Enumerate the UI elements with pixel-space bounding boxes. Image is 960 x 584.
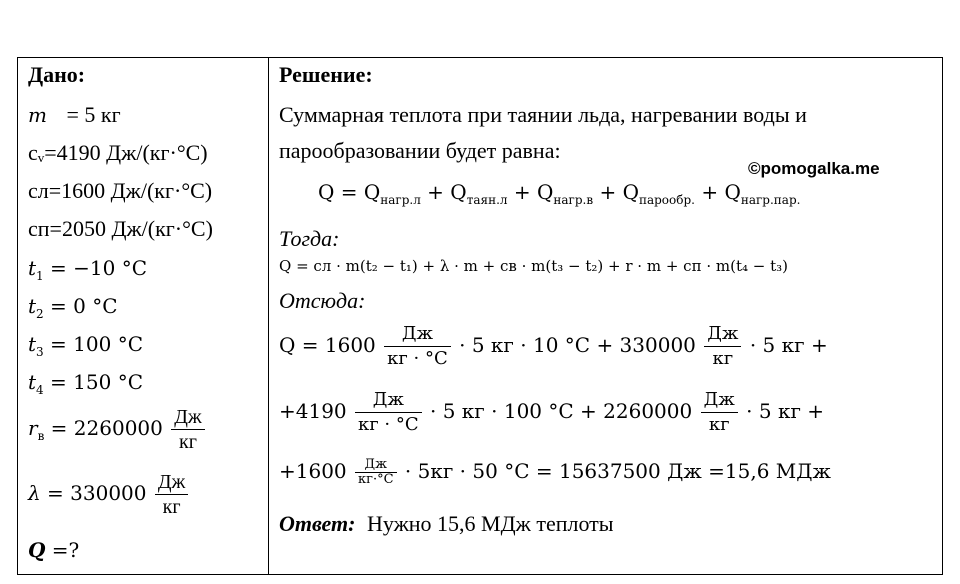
equation-total-heat: $Q = Q_{нагр.л} + Q_{таян.л} + Q_{нагр.в} + Q_{парообр.} + Q_{нагр.пар.}$ — [318, 180, 801, 207]
given-mass: m = 5 кг — [28, 102, 121, 127]
given-t2: $t_2 = 0$ °C — [28, 294, 118, 321]
answer-text: Нужно 15,6 МДж теплоты — [366, 511, 614, 536]
given-lambda: λ = 330000 $\frac{Дж}{кг}$ — [28, 470, 190, 519]
fraction: $\frac{Дж}{кг \cdot ^\circ С}$ — [355, 388, 422, 437]
fraction: $\frac{Дж}{кг}$ — [155, 470, 188, 519]
column-divider — [268, 57, 269, 575]
given-t3: $t_3 = 100$ °C — [28, 332, 143, 359]
given-unknown: Q =? — [28, 538, 80, 562]
given-cp: сп=2050 Дж/(кг·°С) — [28, 216, 213, 241]
answer-label: Ответ: — [279, 511, 356, 536]
given-cv: сᵥ=4190 Дж/(кг·°С) — [28, 140, 208, 165]
fraction: $\frac{Дж}{кг}$ — [704, 322, 741, 371]
then-label: Тогда: — [279, 226, 340, 251]
solution-header: Решение: — [279, 62, 373, 87]
answer-line — [279, 511, 614, 537]
calculation-line-1: Q = 1600 $\frac{Дж}{кг \cdot ^\circ С}$ · 5 кг · 10 °C + 330000 $\frac{Дж}{кг}$ · 5 кг + — [279, 323, 828, 369]
watermark-logo: ©pomogalka.me — [748, 159, 880, 178]
fraction: $\frac{Дж}{кг \cdot ^\circ С}$ — [384, 322, 451, 371]
solution-text-2: парообразовании будет равна: — [279, 138, 561, 163]
solution-text-1: Суммарная теплота при таянии льда, нагревании воды и — [279, 102, 807, 127]
fraction: $\frac{Дж}{кг\cdot^\circ С}$ — [355, 458, 397, 487]
calculation-line-2: +4190 $\frac{Дж}{кг \cdot ^\circ С}$ · 5 кг · 100 °C + 2260000 $\frac{Дж}{кг}$ · 5 кг + — [279, 389, 825, 435]
given-cl: сл=1600 Дж/(кг·°С) — [28, 178, 213, 203]
fraction: $\frac{Дж}{кг}$ — [171, 405, 204, 454]
given-r: $r_в = 2260000$ $\frac{Дж}{кг}$ — [28, 405, 207, 454]
equation-expanded: Q = сл · m(t₂ − t₁) + λ · m + св · m(t₃ − t₂) + r · m + сп · m(t₄ − t₃) — [279, 257, 788, 275]
fraction: $\frac{Дж}{кг}$ — [701, 388, 738, 437]
given-header: Дано: — [28, 62, 86, 87]
hence-label: Отсюда: — [279, 288, 366, 313]
given-t1: $t_1 = -10$ °C — [28, 256, 148, 283]
given-t4: $t_4 = 150$ °C — [28, 370, 143, 397]
calculation-line-3: +1600 $\frac{Дж}{кг\cdot^\circ С}$ · 5кг · 50 °C = 15637500 Дж =15,6 МДж — [279, 457, 831, 487]
